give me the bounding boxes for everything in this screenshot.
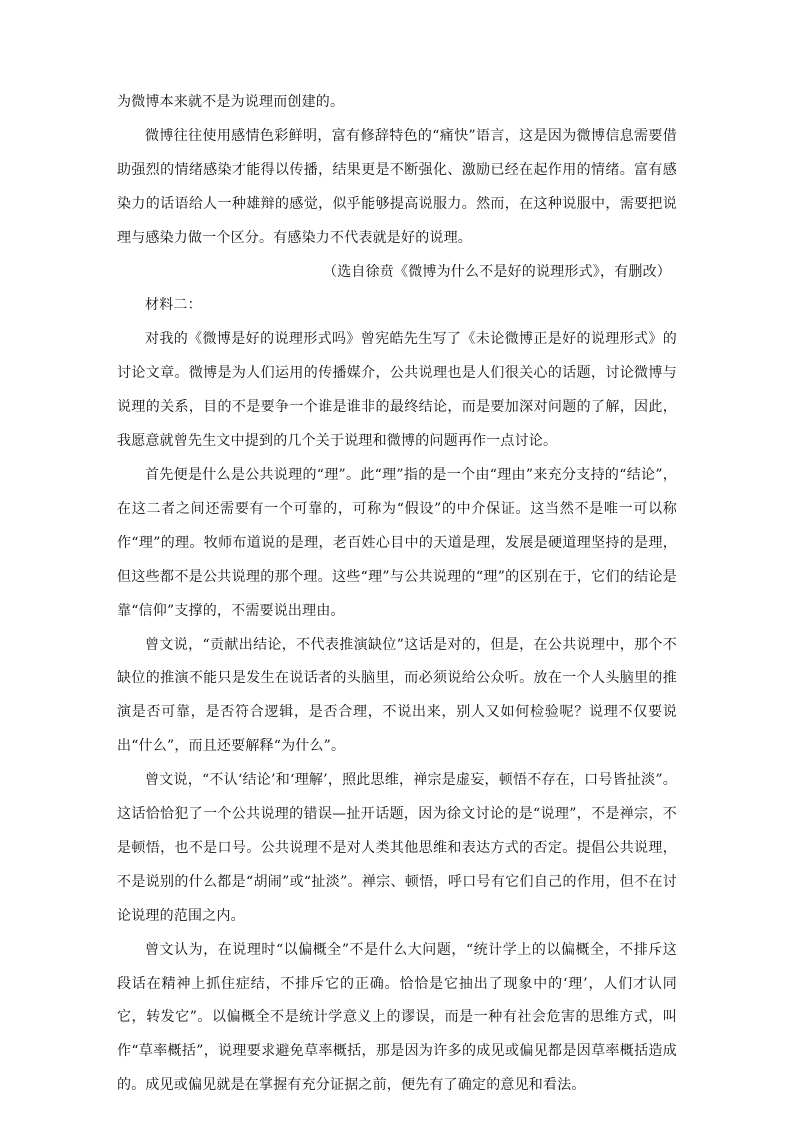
- material-two-heading: 材料二：: [145, 297, 202, 314]
- paragraph-hasty-generalization: 曾文认为，在说理时“以偏概全”不是什么大问题，“统计学上的以偏概全，不排斥这段话在精神上抓住症结，不排斥它的正确。恰恰是它抽出了现象中的‘理’，人们才认同它，转发它”。以偏概全不是统计学意义上的谬误，而是一种有社会危害的思维方式，叫作“草率概括”，说理要求避免草率概括，那是因为许多的成见或偏见都是因草率概括造成的。成见或偏见就是在掌握有充分证据之前，便先有了确定的意见和看法。: [117, 941, 677, 1094]
- paragraph-what-is-reason: 首先便是什么是公共说理的“理”。此“理”指的是一个由“理由”来充分支持的“结论”，在这二者之间还需要有一个可靠的，可称为“假设”的中介保证。这当然不是唯一可以称作“理”的理。牧师布道说的是理，老百姓心目中的天道是理，发展是硬道理坚持的是理，但这些都不是公共说理的那个理。这些“理”与公共说理的“理”的区别在于，它们的结论是靠“信仰”支撑的，不需要说出理由。: [117, 466, 677, 619]
- paragraph-deduction: 曾文说，“贡献出结论，不代表推演缺位”这话是对的，但是，在公共说理中，那个不缺位的推演不能只是发生在说话者的头脑里，而必须说给公众听。放在一个人头脑里的推演是否可靠，是否符合逻辑，是否合理，不说出来，别人又如何检验呢？说理不仅要说出“什么”，而且还要解释“为什么”。: [117, 636, 677, 755]
- source-citation: （选自徐贲《微博为什么不是好的说理形式》，有删改）: [323, 263, 671, 280]
- document-page: [117, 86, 677, 1103]
- paragraph-response-intro: 对我的《微博是好的说理形式吗》曾宪皓先生写了《未论微博正是好的说理形式》的讨论文章。微博是为人们运用的传播媒介，公共说理也是人们很关心的话题，讨论微博与说理的关系，目的不是要争一个谁是谁非的最终结论，而是要加深对问题的了解，因此，我愿意就曾先生文中提到的几个关于说理和微博的问题再作一点讨论。: [117, 331, 677, 450]
- paragraph-zen-topic: 曾文说，“不认‘结论’和‘理解’，照此思维，禅宗是虚妄，顿悟不存在，口号皆扯淡”。这话恰恰犯了一个公共说理的错误—扯开话题，因为徐文讨论的是“说理”，不是禅宗，不是顿悟，也不是口号。公共说理不是对人类其他思维和表达方式的否定。提倡公共说理，不是说别的什么都是“胡闹”或“扯淡”。禅宗、顿悟，呼口号有它们自己的作用，但不在讨论说理的范围之内。: [117, 772, 677, 924]
- paragraph-continuation: 为微博本来就不是为说理而创建的。: [117, 94, 345, 110]
- paragraph-weibo-emotion: 微博往往使用感情色彩鲜明，富有修辞特色的“痛快”语言，这是因为微博信息需要借助强烈的情绪感染才能得以传播，结果更是不断强化、激励已经在起作用的情绪。富有感染力的话语给人一种雄辩的感觉，似乎能够提高说服力。然而，在这种说服中，需要把说理与感染力做一个区分。有感染力不代表就是好的说理。: [117, 127, 677, 246]
